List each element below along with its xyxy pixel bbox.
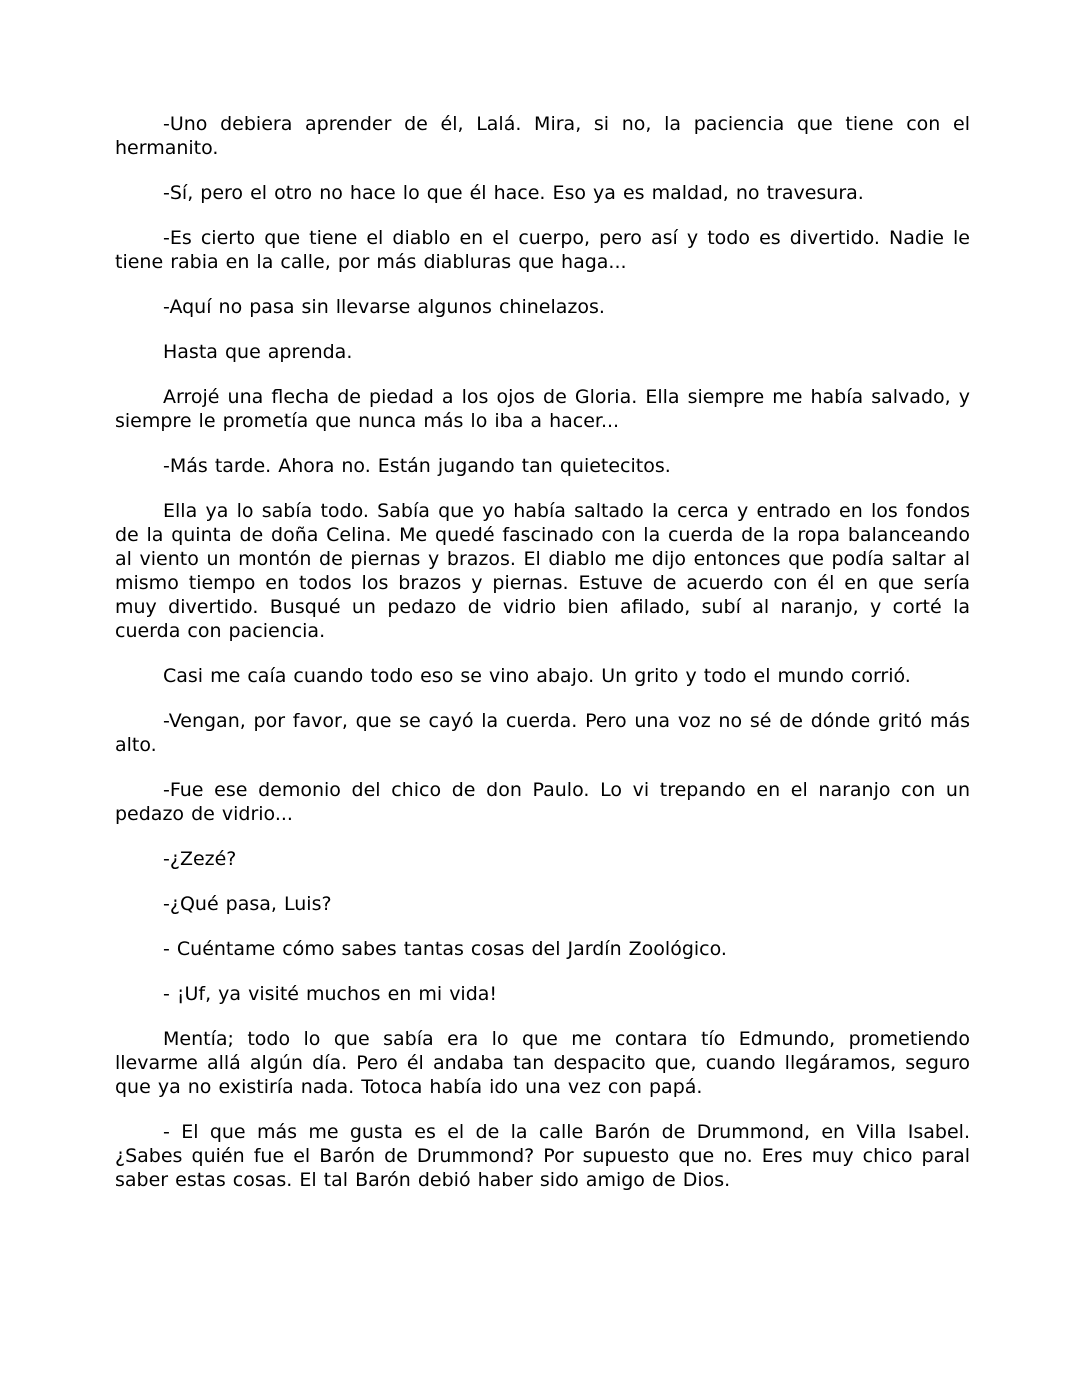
paragraph-15: - ¡Uf, ya visité muchos en mi vida! [163, 983, 498, 1005]
paragraph-1: -Uno debiera aprender de él, Lalá. Mira, si no, la paciencia que tiene con el hermanito. [115, 113, 970, 159]
paragraph-8: Ella ya lo sabía todo. Sabía que yo había saltado la cerca y entrado en los fondos de la quinta de doña Celina. Me quedé fascinado con la cuerda de la ropa balanceando al viento un montón de piernas y brazos. El diablo me dijo entonces que podía saltar al mismo tiempo en todos los brazos y piernas. Estuve de acuerdo con él en que sería muy divertido. Busqué un pedazo de vidrio bien afilado, subí al naranjo, y corté la cuerda con paciencia. [115, 500, 970, 642]
paragraph-4: -Aquí no pasa sin llevarse algunos chinelazos. [163, 296, 605, 318]
paragraph-13: -¿Qué pasa, Luis? [163, 893, 332, 915]
paragraph-5: Hasta que aprenda. [163, 341, 353, 363]
paragraph-11: -Fue ese demonio del chico de don Paulo. Lo vi trepando en el naranjo con un pedazo de vidrio... [115, 779, 970, 825]
paragraph-17: - El que más me gusta es el de la calle Barón de Drummond, en Villa Isabel. ¿Sabes quién fue el Barón de Drummond? Por supuesto que no. Eres muy chico paral saber estas cosas. El tal Barón debió haber sido amigo de Dios. [115, 1121, 970, 1191]
paragraph-10: -Vengan, por favor, que se cayó la cuerda. Pero una voz no sé de dónde gritó más alto. [115, 710, 970, 756]
paragraph-6: Arrojé una flecha de piedad a los ojos de Gloria. Ella siempre me había salvado, y siempre le prometía que nunca más lo iba a hacer... [115, 386, 970, 432]
paragraph-3: -Es cierto que tiene el diablo en el cuerpo, pero así y todo es divertido. Nadie le tiene rabia en la calle, por más diabluras que haga... [115, 227, 970, 273]
paragraph-12: -¿Zezé? [163, 848, 237, 870]
paragraph-9: Casi me caía cuando todo eso se vino abajo. Un grito y todo el mundo corrió. [163, 665, 911, 687]
paragraph-2: -Sí, pero el otro no hace lo que él hace. Eso ya es maldad, no travesura. [163, 182, 864, 204]
paragraph-14: - Cuéntame cómo sabes tantas cosas del Jardín Zoológico. [163, 938, 727, 960]
paragraph-16: Mentía; todo lo que sabía era lo que me contara tío Edmundo, prometiendo llevarme allá algún día. Pero él andaba tan despacito que, cuando llegáramos, seguro que ya no existiría nada. Totoca había ido una vez con papá. [115, 1028, 970, 1098]
paragraph-7: -Más tarde. Ahora no. Están jugando tan quietecitos. [163, 455, 671, 477]
